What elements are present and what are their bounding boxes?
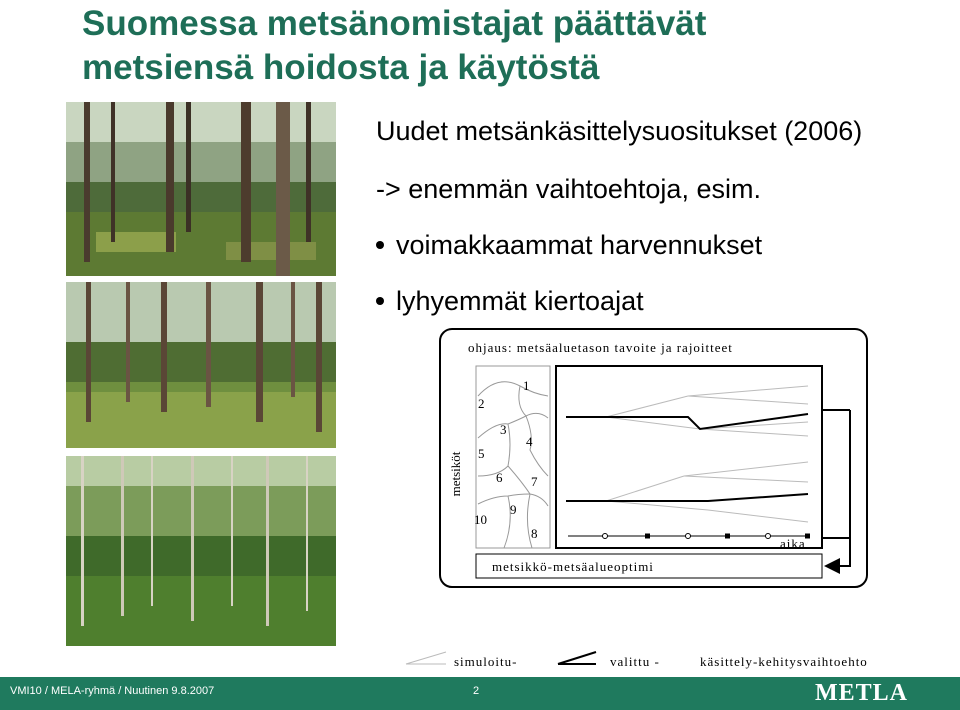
stand-number: 4 [526,434,533,449]
stand-number: 10 [474,512,487,527]
stand-number: 1 [523,378,530,393]
treatment-panel [556,366,822,548]
bullet-item-label: lyhyemmät kiertoajat [396,286,644,316]
forest-photo-3 [66,456,336,646]
footer-credit: VMI10 / MELA-ryhmä / Nuutinen 9.8.2007 [10,685,215,697]
bullet-item-label: voimakkaammat harvennukset [396,230,763,260]
optimum-label: metsikkö-metsäalueoptimi [492,559,654,574]
legend-selected-line [558,652,596,664]
diagram-side-label: metsiköt [448,451,463,497]
legend-simulated-label: simuloitu- [454,654,518,669]
page-number: 2 [473,685,480,697]
diagram-canvas [438,326,872,590]
diagram-top-label: ohjaus: metsäaluetason tavoite ja rajoitteet [468,340,733,355]
recommendations-line: Uudet metsänkäsittelysuositukset (2006) [376,116,863,146]
legend [400,640,960,672]
stand-number: 9 [510,502,517,517]
stand-number: 8 [531,526,538,541]
bullet-item-1 [376,228,762,262]
metla-logo: METLA [815,680,909,706]
bullet-item-2 [376,284,644,318]
bullet-dot [376,241,384,249]
optimization-diagram [438,326,872,595]
legend-selected-label: valittu - [610,654,660,669]
title-line-1: Suomessa metsänomistajat päättävät [82,4,707,43]
stand-number: 2 [478,396,485,411]
stand-number: 7 [531,474,538,489]
title-line-2: metsiensä hoidosta ja käytöstä [82,48,600,87]
forest-photo-1 [66,102,336,276]
forest-photo-2 [66,282,336,448]
alternatives-line: -> enemmän vaihtoehtoja, esim. [376,174,761,204]
legend-simulated-line [406,652,446,664]
stand-number: 5 [478,446,485,461]
bullet-dot [376,297,384,305]
stand-number: 6 [496,470,503,485]
slide-title [82,2,706,90]
stand-number: 3 [500,422,507,437]
legend-alternative-label: käsittely-kehitysvaihtoehto [700,654,868,669]
footer-bar [0,677,960,710]
axis-label: aika [780,536,806,551]
